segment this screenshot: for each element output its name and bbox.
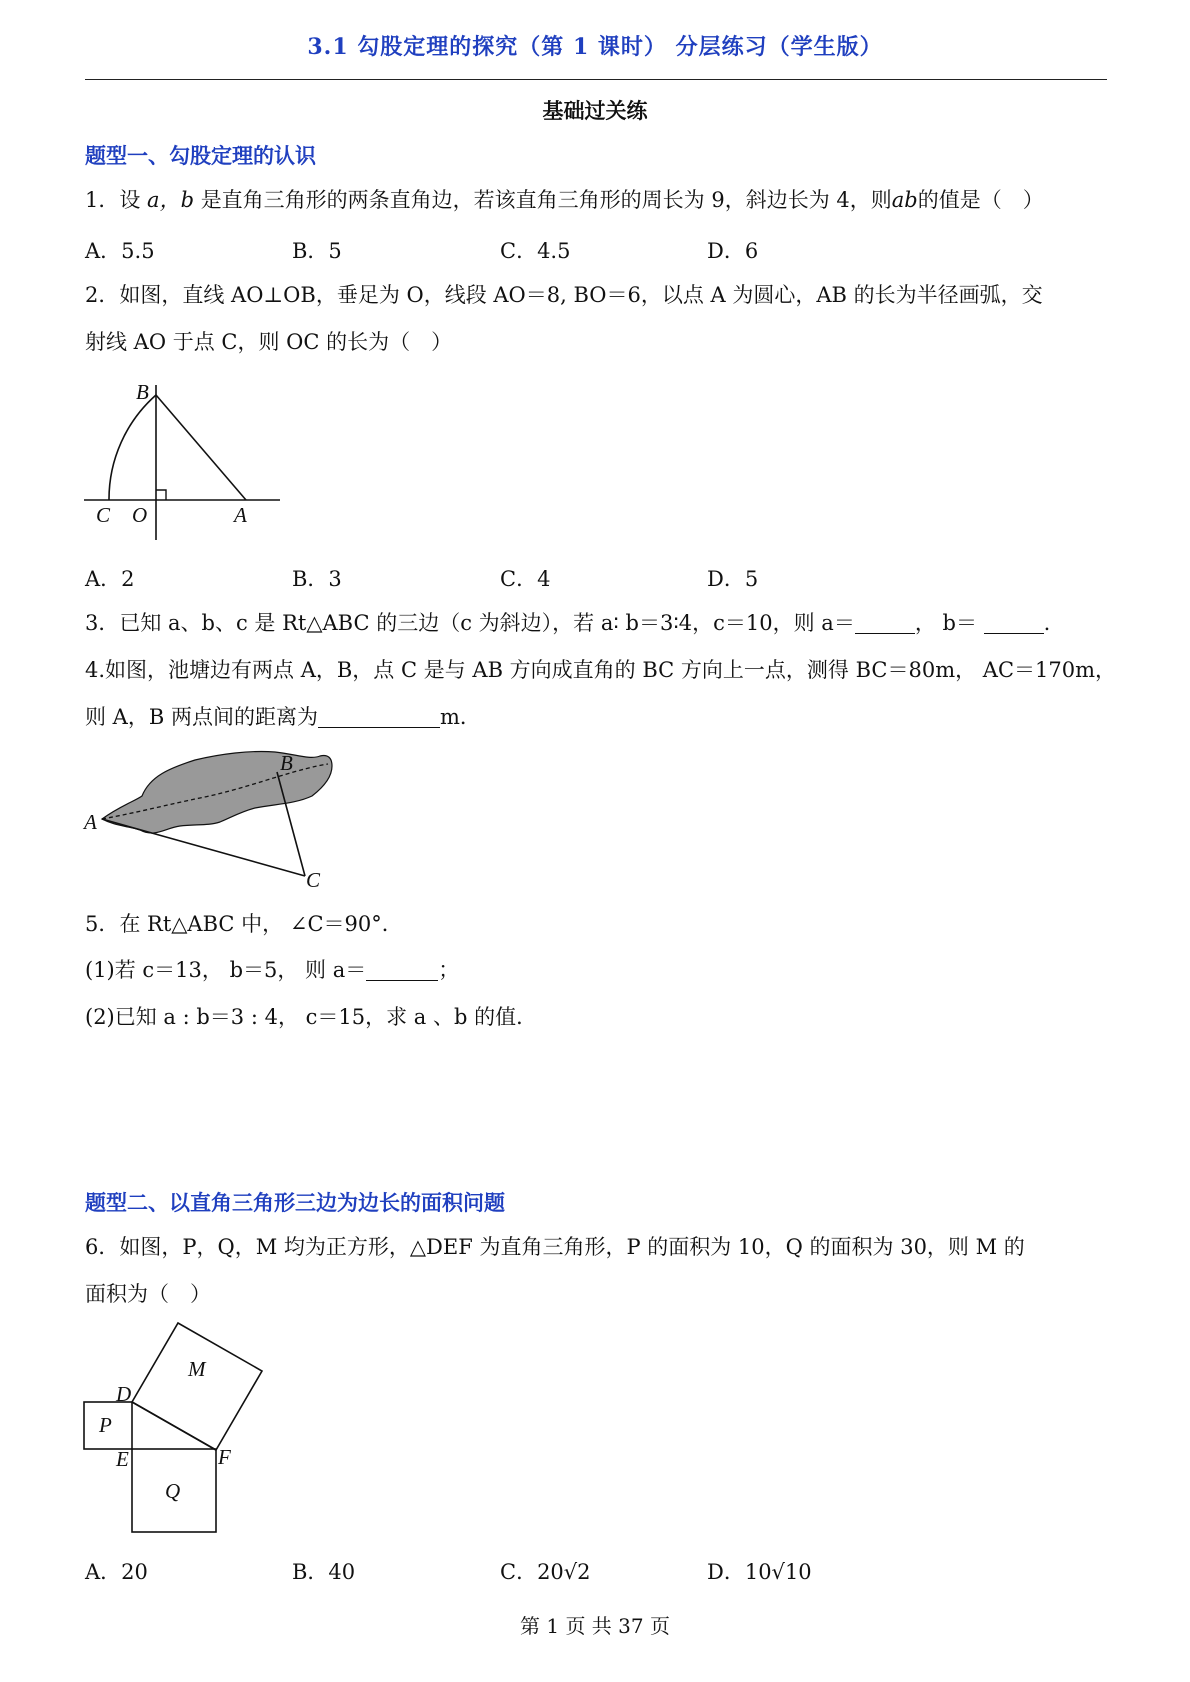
q3-text-c: .: [1043, 611, 1051, 635]
q1-text-b: 是直角三角形的两条直角边，若该直角三角形的周长为 9，斜边长为 4，则: [200, 188, 892, 212]
question-5-part2: (2)已知 a : b＝3 : 4， c＝15，求 a 、b 的值．: [85, 1005, 538, 1029]
q1-vars: a，b: [147, 188, 201, 212]
q1-product: ab: [891, 188, 918, 212]
q6-option-c: C．20√2: [500, 1560, 591, 1584]
q3-text-b: ， b＝: [914, 611, 984, 635]
q6-label-e: E: [116, 1447, 129, 1471]
question-5-part1: [85, 956, 459, 984]
q1-option-b: B．5: [292, 239, 342, 263]
q4-label-b: B: [280, 751, 293, 775]
q5-part1-text-b: ；: [438, 958, 460, 982]
q1-option-d: D．6: [707, 239, 759, 263]
q3-text-a: 3．已知 a、b、c 是 Rt△ABC 的三边（c 为斜边），若 a∶ b＝3∶4，c＝10，则 a＝: [85, 611, 855, 635]
q6-square-m: [132, 1323, 262, 1450]
section-title: 基础过关练: [542, 98, 648, 123]
q2-option-c: C．4: [500, 567, 551, 591]
question-1: [85, 186, 1044, 214]
question-2-line2: 射线 AO 于点 C，则 OC 的长为（ ）: [85, 330, 453, 354]
question-2-line1: 2．如图，直线 AO⊥OB，垂足为 O，线段 AO＝8, BO＝6，以点 A 为圆心，AB 的长为半径画弧，交: [85, 283, 1043, 307]
q1-option-a: A．5.5: [85, 239, 155, 263]
q4-label-c: C: [306, 868, 321, 892]
question-5-stem: 5．在 Rt△ABC 中， ∠C＝90°．: [85, 912, 403, 936]
question-4-line1: 4.如图，池塘边有两点 A，B，点 C 是与 AB 方向成直角的 BC 方向上一点，测得 BC＝80m， AC＝170m，: [85, 658, 1117, 682]
q2-label-a: A: [234, 503, 247, 527]
q4-blank[interactable]: [318, 707, 440, 728]
q6-option-b: B．40: [292, 1560, 356, 1584]
q4-pond: [102, 751, 332, 833]
question-3: [85, 609, 1050, 637]
header-divider: [85, 79, 1107, 80]
q1-option-c: C．4.5: [500, 239, 571, 263]
question-4-line2: [85, 703, 481, 731]
q4-figure: [80, 746, 340, 896]
type2-title: 题型二、以直角三角形三边为边长的面积问题: [85, 1190, 505, 1215]
q6-label-d: D: [116, 1382, 132, 1406]
q6-label-f: F: [218, 1445, 231, 1469]
q1-text-a: 1．设: [85, 188, 148, 212]
q2-segment-ab: [156, 395, 246, 500]
question-6-line2: 面积为（ ）: [85, 1282, 211, 1306]
q4-label-a: A: [84, 810, 97, 834]
page-header-title: 3.1 勾股定理的探究（第 1 课时） 分层练习（学生版）: [307, 34, 883, 60]
q2-option-d: D．5: [707, 567, 759, 591]
q6-figure: [80, 1318, 270, 1538]
question-6-line1: 6．如图，P，Q，M 均为正方形，△DEF 为直角三角形，P 的面积为 10，Q 的面积为 30，则 M 的: [85, 1235, 1025, 1259]
q4-segment-ac: [102, 819, 305, 876]
q2-label-c: C: [96, 503, 111, 527]
q6-label-p: P: [99, 1413, 112, 1437]
q6-label-q: Q: [165, 1479, 181, 1503]
q5-blank[interactable]: [366, 960, 438, 981]
q2-label-o: O: [132, 503, 148, 527]
type1-title: 题型一、勾股定理的认识: [85, 143, 316, 168]
q1-text-c: 的值是（ ）: [917, 188, 1044, 212]
q4-text-a: 则 A，B 两点间的距离为: [85, 705, 318, 729]
q3-blank-a[interactable]: [855, 613, 915, 634]
q6-option-a: A．20: [85, 1560, 148, 1584]
q2-arc: [109, 395, 156, 500]
q2-right-angle-mark: [156, 490, 166, 500]
q6-option-d: D．10√10: [707, 1560, 812, 1584]
q4-text-b: m．: [439, 705, 481, 729]
q6-hypotenuse-df: [132, 1402, 216, 1450]
q3-blank-b[interactable]: [984, 613, 1044, 634]
q2-option-b: B．3: [292, 567, 342, 591]
page-footer: 第 1 页 共 37 页: [520, 1614, 670, 1638]
q2-label-b: B: [136, 380, 149, 404]
q6-label-m: M: [188, 1357, 206, 1381]
q2-figure: [80, 375, 290, 545]
q2-option-a: A．2: [85, 567, 135, 591]
q5-part1-text-a: (1)若 c＝13， b＝5， 则 a＝: [85, 958, 367, 982]
